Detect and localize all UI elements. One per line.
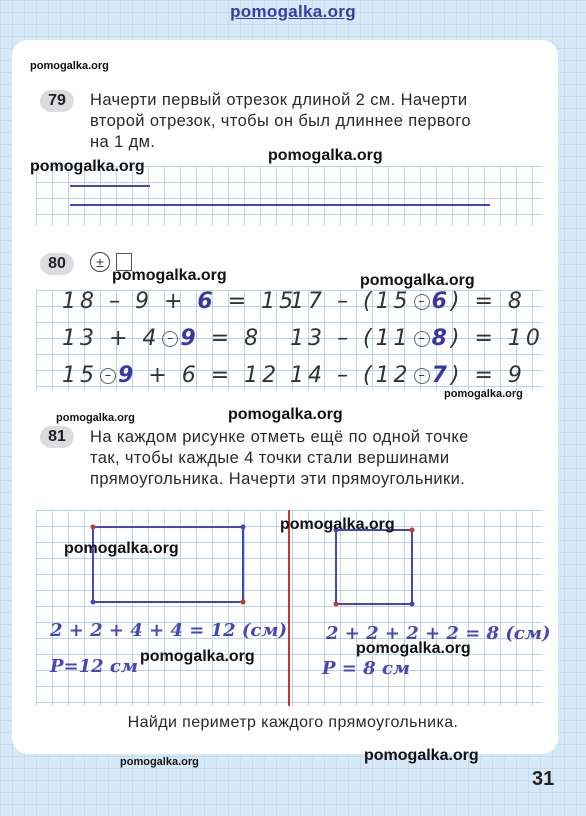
equation-part: ) = 9 [450,363,526,388]
task-79-line-2: второй отрезок, чтобы он был длиннее первого [90,112,471,130]
equation-part: 14 – (12 [290,363,412,388]
vertex-point [91,600,96,605]
watermark: pomogalka.org [140,648,255,665]
right-formula: 2 + 2 + 2 + 2 = 8 (см) [326,623,551,644]
equation-answer: 9 [180,326,200,351]
task-79-line-1: Начерти первый отрезок длиной 2 см. Начерти [90,91,468,109]
task-81-line-3: прямоугольника. Начерти эти прямоугольники. [90,470,466,488]
task-81-line-1: На каждом рисунке отметь ещё по одной точке [90,428,469,446]
vertex-point [410,602,415,607]
vertex-point [91,525,96,530]
watermark: pomogalka.org [356,640,471,657]
equation-answer: 6 [197,289,217,314]
equation-part: 18 – 9 + [62,289,198,314]
equation-part: ) = 8 [450,289,526,314]
vertex-point [410,528,415,533]
vertex-point [241,600,246,605]
page-number: 31 [532,768,555,790]
left-formula: 2 + 2 + 4 + 4 = 12 (см) [50,620,287,641]
equation-answer: 8 [431,326,451,351]
equation-answer: 9 [118,363,138,388]
vertex-point [334,602,339,607]
operator-circle: – [100,368,116,384]
equation-part: + 6 = 12 [137,363,281,388]
watermark: pomogalka.org [56,412,135,424]
plus-minus-icon: ± [90,252,110,272]
equation-answer: 7 [431,363,451,388]
right-rectangle [336,530,412,604]
equation-answer: 6 [431,289,451,314]
equation-part: 15 [62,363,98,388]
task-79-number: 79 [40,90,74,112]
site-header-link[interactable]: pomogalka.org [230,2,356,21]
watermark: pomogalka.org [64,540,179,557]
equation-part: 13 + 4 [62,326,161,351]
watermark: pomogalka.org [280,516,395,533]
operator-circle: – [414,368,430,384]
watermark: pomogalka.org [228,406,343,423]
equation-part: = 15 [216,289,298,314]
left-perimeter: P=12 см [50,656,139,677]
watermark: pomogalka.org [120,756,199,768]
operator-circle: – [162,331,178,347]
vertex-point [241,525,246,530]
right-perimeter: P = 8 см [322,658,411,679]
task-79-line-3: на 1 дм. [90,133,156,151]
task-81-footer: Найди периметр каждого прямоугольника. [127,714,459,731]
watermark: pomogalka.org [364,747,479,764]
watermark: pomogalka.org [444,388,523,400]
operator-circle: – [414,294,430,310]
watermark: pomogalka.org [112,267,227,284]
watermark: pomogalka.org [30,60,109,72]
task-81-line-2: так, чтобы каждые 4 точки стали вершинами [90,449,450,467]
left-rectangle [93,527,243,602]
watermark: pomogalka.org [268,147,383,164]
watermark: pomogalka.org [30,158,145,175]
equation-part: = 8 [199,326,263,351]
equation-part: 13 – (11 [290,326,412,351]
equation-part: 17 – (15 [290,289,412,314]
operator-circle: – [414,331,430,347]
task-81-number: 81 [40,426,74,448]
task-80-number: 80 [40,253,74,275]
equation-part: ) = 10 [450,326,544,351]
watermark: pomogalka.org [360,272,475,289]
